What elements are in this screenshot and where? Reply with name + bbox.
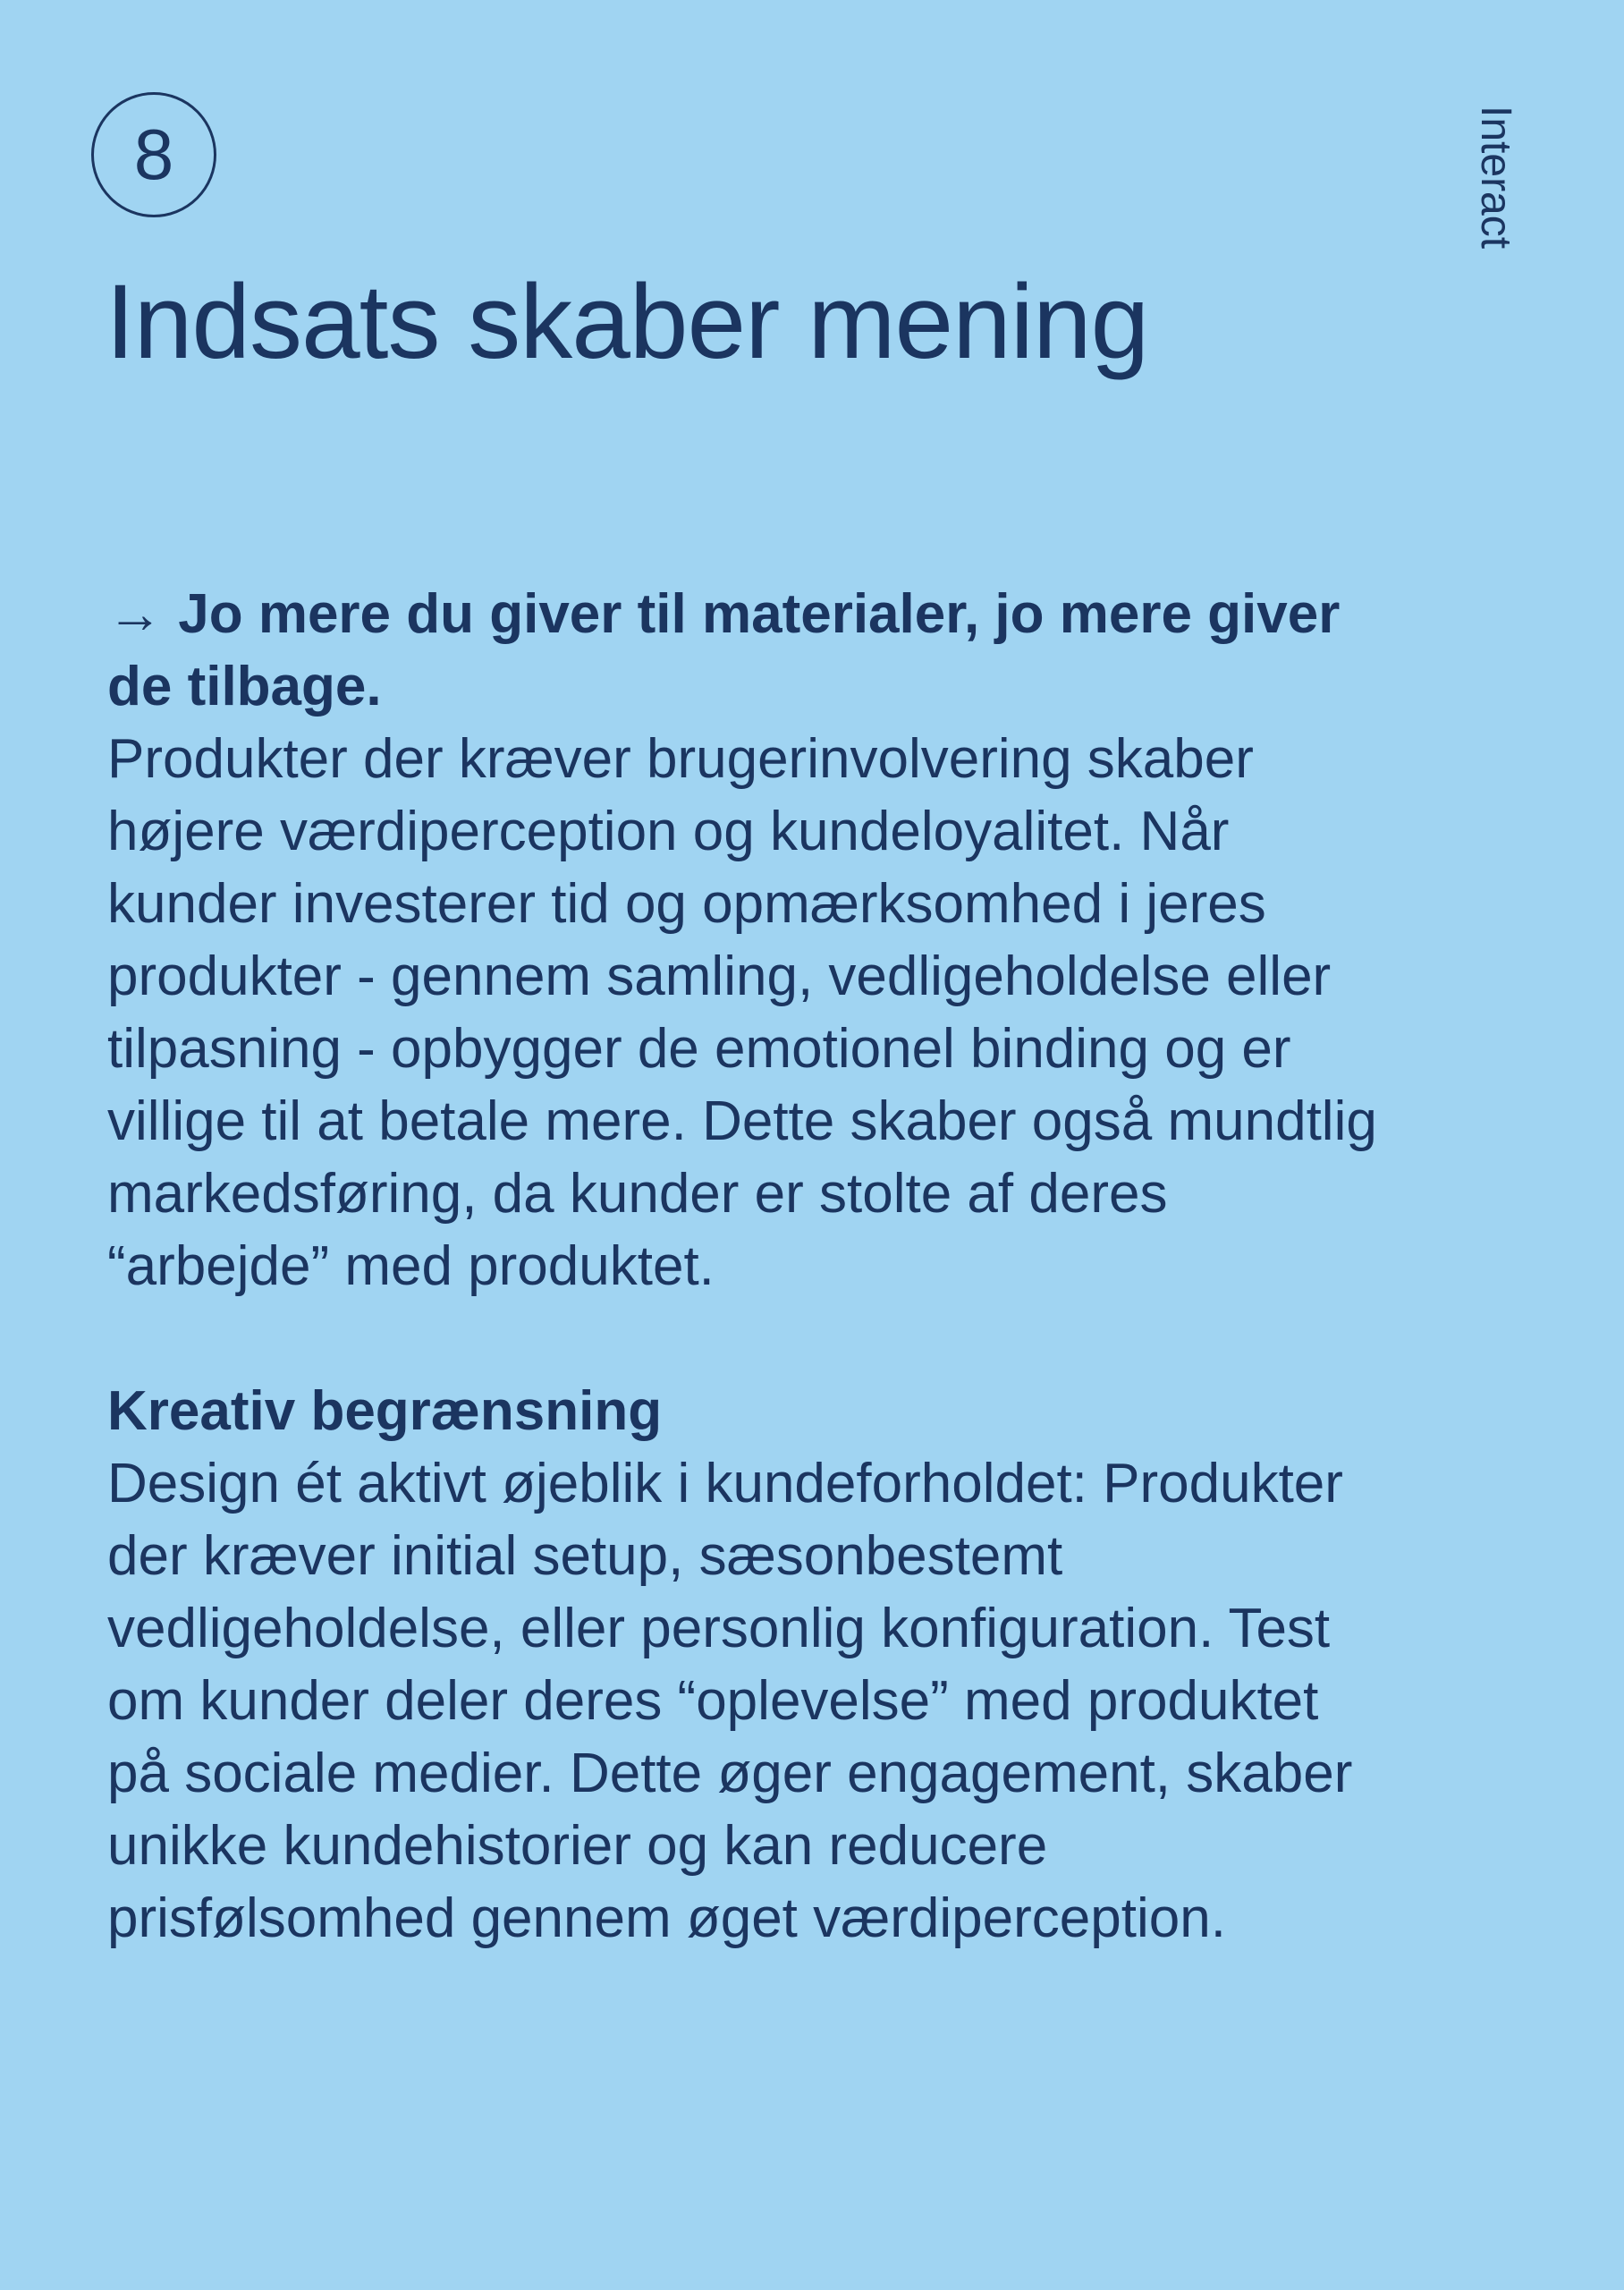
section-heading — [107, 578, 1395, 723]
section-body: Design ét aktivt øjeblik i kundeforholdet: Produkter der kræver initial setup, sæsonbestemt vedligeholdelse, eller personlig konfiguration. Test om kunder deler deres “oplevelse” med produktet på sociale medier. Dette øger engagement, skaber unikke kundehistorier og kan reducere prisfølsomhed gennem øget værdiperception. — [107, 1453, 1353, 1949]
card-number: 8 — [133, 114, 174, 194]
category-label — [1468, 106, 1522, 284]
section-heading-text: Jo mere du giver til materialer, jo mere giver de tilbage. — [107, 583, 1341, 717]
section-heading: Kreativ begrænsning — [107, 1380, 663, 1442]
section-value — [107, 578, 1395, 1302]
category-text: Interact — [1472, 106, 1519, 250]
page-title: Indsats skaber mening — [106, 263, 1149, 381]
section-body: Produkter der kræver brugerinvolvering skaber højere værdiperception og kundeloyalitet. Når kunder investerer tid og opmærksomhed i jeres produkter - gennem samling, vedligeholdelse eller tilpasning - opbygger de emotionel binding og er villige til at betale mere. Dette skaber også mundtlig markedsføring, da kunder er stolte af deres “arbejde” med produktet. — [107, 728, 1377, 1297]
card-content — [107, 578, 1395, 1955]
card-number-badge — [91, 92, 216, 217]
arrow-right-icon: → — [107, 583, 163, 645]
section-constraint — [107, 1375, 1395, 1955]
